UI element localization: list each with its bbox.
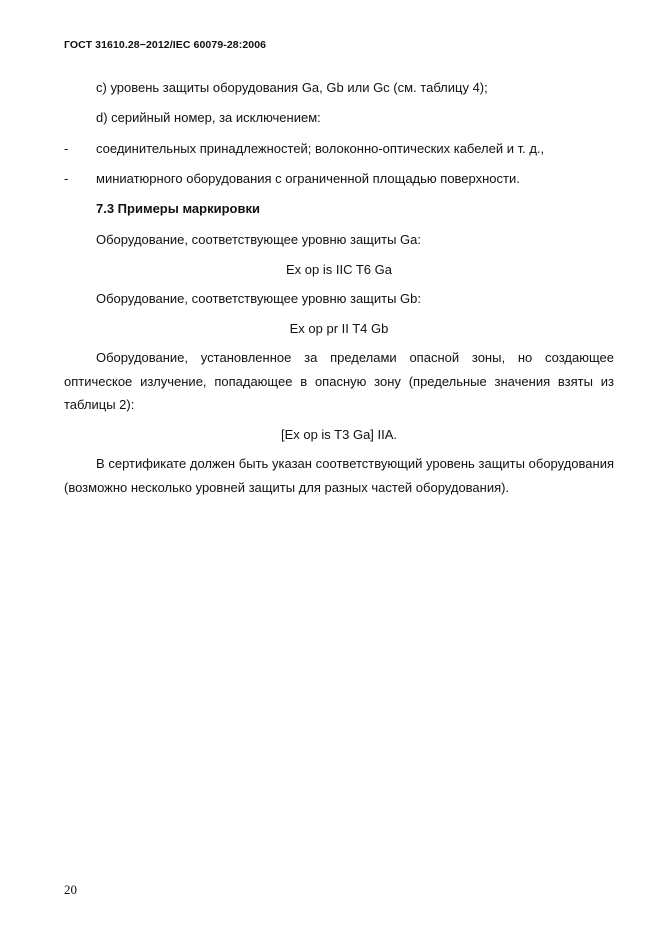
certificate-paragraph: В сертификате должен быть указан соответствующий уровень защиты оборудования (возможно несколько уровней защиты для разных частей оборудования).	[64, 456, 614, 495]
dash-item-text: соединительных принадлежностей; волоконно-оптических кабелей и т. д.,	[96, 141, 545, 156]
dash-item	[64, 137, 614, 161]
example-ga-marking: Ex op is IIC T6 Ga	[286, 262, 392, 277]
list-item-d: d) серийный номер, за исключением:	[96, 110, 321, 125]
example-gb-intro: Оборудование, соответствующее уровню защиты Gb:	[96, 291, 421, 306]
dash-item-text: миниатюрного оборудования с ограниченной площадью поверхности.	[96, 171, 520, 186]
page-number: 20	[64, 882, 77, 897]
document-header: ГОСТ 31610.28−2012/IEC 60079-28:2006	[64, 39, 267, 51]
dash-item	[64, 167, 614, 191]
example-outside-paragraph: Оборудование, установленное за пределами опасной зоны, но создающее оптическое излучение, попадающее в опасную зону (предельные значения взяты из таблицы 2):	[64, 350, 614, 412]
dash-marker: -	[64, 171, 69, 186]
dash-marker: -	[64, 141, 69, 156]
example-outside-marking: [Ex op is T3 Ga] IIA.	[280, 427, 398, 442]
list-item-c: c) уровень защиты оборудования Ga, Gb или Gc (см. таблицу 4);	[96, 80, 488, 95]
example-ga-intro: Оборудование, соответствующее уровню защиты Ga:	[96, 232, 421, 247]
section-heading: 7.3 Примеры маркировки	[96, 201, 260, 216]
example-gb-marking: Ex op pr II T4 Gb	[289, 321, 389, 336]
